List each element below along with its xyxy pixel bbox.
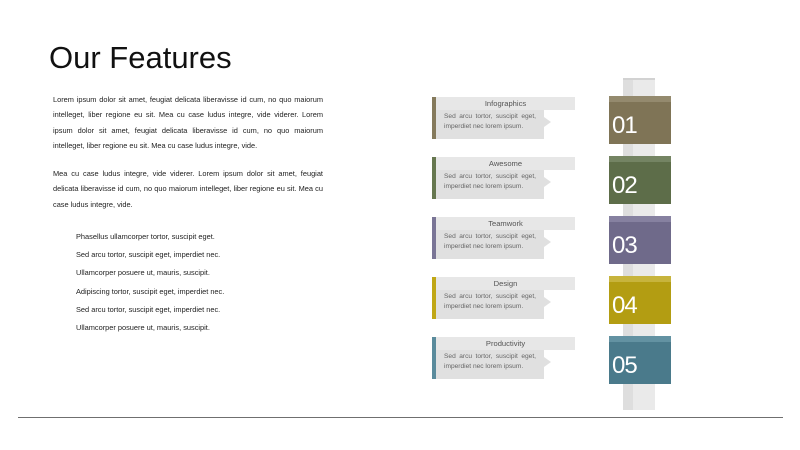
feature-card-productivity	[432, 337, 553, 379]
bottom-divider	[18, 417, 783, 418]
cube-number: 01	[612, 112, 637, 139]
cube-number: 03	[612, 232, 637, 259]
pointer-arrow	[544, 297, 551, 307]
cube-number: 02	[612, 172, 637, 199]
pointer-arrow	[544, 357, 551, 367]
feature-body: Sed arcu tortor, suscipit eget, imperdiet nec lorem ipsum.	[444, 233, 536, 250]
feature-title: Teamwork	[436, 217, 575, 230]
bullet-item: Phasellus ullamcorper tortor, suscipit eget.	[76, 232, 215, 241]
number-cube-04	[609, 276, 671, 324]
feature-body: Sed arcu tortor, suscipit eget, imperdiet nec lorem ipsum.	[444, 353, 536, 370]
cube-number: 04	[612, 292, 637, 319]
feature-card-design	[432, 277, 553, 319]
feature-body: Sed arcu tortor, suscipit eget, imperdiet nec lorem ipsum.	[444, 173, 536, 190]
pointer-arrow	[544, 237, 551, 247]
feature-body: Sed arcu tortor, suscipit eget, imperdiet nec lorem ipsum.	[444, 293, 536, 310]
bullet-item: Ullamcorper posuere ut, mauris, suscipit.	[76, 322, 210, 332]
number-cube-02	[609, 156, 671, 204]
slide-title: Our Features	[49, 40, 232, 75]
feature-body: Sed arcu tortor, suscipit eget, imperdiet nec lorem ipsum.	[444, 113, 536, 130]
intro-paragraph-1: Lorem ipsum dolor sit amet, feugiat delicata liberavisse id cum, no quo maiorum intelleget, liber regione eu sit. Mea cu case ludus integre, vide viderer. Lorem ipsum dolor sit amet, feugiat delicata liberavisse id cum, no quo maiorum intelleget, liber regione eu sit. Mea cu case ludus integre, vide.	[53, 95, 323, 151]
bullet-item: Sed arcu tortor, suscipit eget, imperdiet nec.	[76, 250, 221, 260]
number-cube-03	[609, 216, 671, 264]
bullet-list	[76, 228, 224, 337]
feature-card-teamwork	[432, 217, 553, 259]
feature-title: Design	[436, 277, 575, 290]
bullet-item: Adipiscing tortor, suscipit eget, imperdiet nec.	[76, 286, 225, 296]
feature-title: Infographics	[436, 97, 575, 110]
pointer-arrow	[544, 117, 551, 127]
cube-number: 05	[612, 352, 637, 379]
feature-card-awesome	[432, 157, 553, 199]
bullet-item: Sed arcu tortor, suscipit eget, imperdiet nec.	[76, 304, 221, 314]
bullet-item: Ullamcorper posuere ut, mauris, suscipit.	[76, 268, 210, 278]
intro-paragraph-2: Mea cu case ludus integre, vide viderer. Lorem ipsum dolor sit amet, feugiat delicata liberavisse id cum, no quo maiorum intelleget, liber regione eu sit. Mea cu case ludus integre, vide.	[53, 169, 323, 209]
feature-title: Productivity	[436, 337, 575, 350]
number-cube-01	[609, 96, 671, 144]
pointer-arrow	[544, 177, 551, 187]
feature-title: Awesome	[436, 157, 575, 170]
number-cube-05	[609, 336, 671, 384]
feature-card-infographics	[432, 97, 553, 139]
